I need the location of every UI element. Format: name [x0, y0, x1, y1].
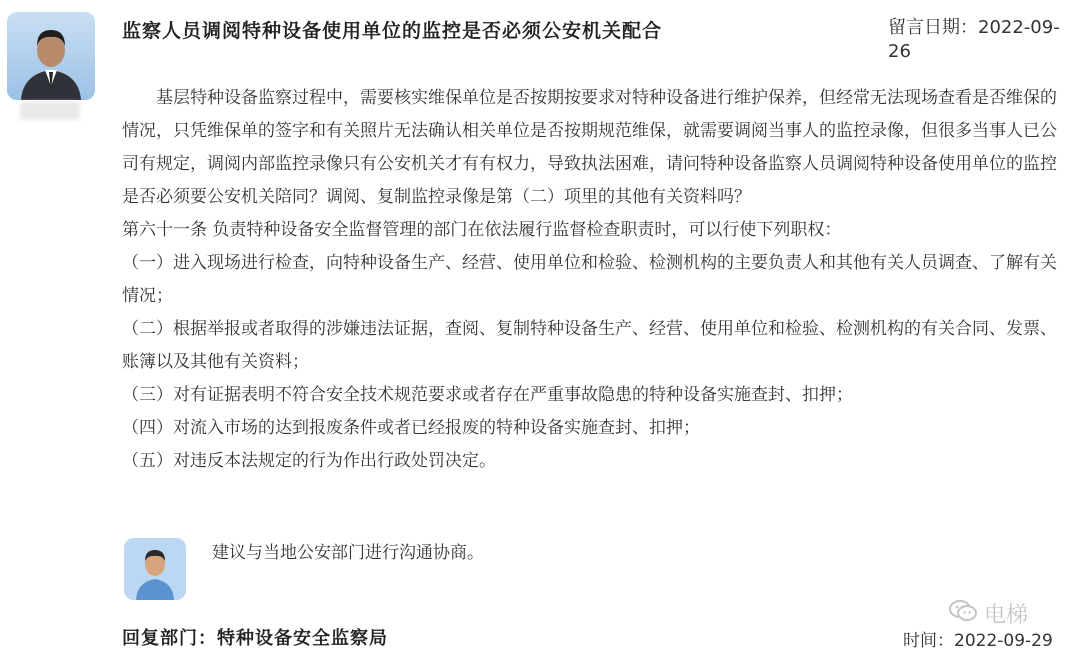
- question-paragraph: （一）进入现场进行检查，向特种设备生产、经营、使用单位和检验、检测机构的主要负责人和其他有关人员调查、了解有关情况；: [122, 253, 1057, 306]
- question-body: [122, 82, 1070, 478]
- reply-text: 建议与当地公安部门进行沟通协商。: [212, 543, 484, 563]
- asker-name-blurred: [20, 102, 80, 120]
- watermark-text: 电梯: [984, 603, 1029, 628]
- question-paragraph: （三）对有证据表明不符合安全技术规范要求或者存在严重事故隐患的特种设备实施查封、扣押；: [122, 385, 853, 405]
- question-paragraph: （四）对流入市场的达到报废条件或者已经报废的特种设备实施查封、扣押；: [122, 418, 700, 438]
- question-paragraph: 第六十一条 负责特种设备安全监督管理的部门在依法履行监督检查职责时，可以行使下列职权：: [122, 220, 842, 240]
- reply-department: 回复部门：特种设备安全监察局: [122, 628, 388, 649]
- watermark: [948, 598, 1028, 629]
- reply-avatar: [124, 538, 186, 600]
- reply-time: 时间：2022-09-29: [903, 631, 1053, 651]
- post-date: 留言日期：2022-09-26: [888, 17, 1060, 62]
- question-title: 监察人员调阅特种设备使用单位的监控是否必须公安机关配合: [122, 20, 663, 42]
- question-paragraph: （五）对违反本法规定的行为作出行政处罚决定。: [122, 451, 496, 471]
- question-paragraph: 基层特种设备监察过程中，需要核实维保单位是否按期按要求对特种设备进行维护保养，但经常无法现场查看是否维保的情况，只凭维保单的签字和有关照片无法确认相关单位是否按期规范维保，就需要调阅当事人的监控录像，但很多当事人已公司有规定，调阅内部监控录像只有公安机关才有有权力，导致执法困难，请问特种设备监察人员调阅特种设备使用单位的监控是否必须要公安机关陪同？调阅、复制监控录像是第（二）项里的其他有关资料吗？: [122, 88, 1057, 207]
- question-paragraph: （二）根据举报或者取得的涉嫌违法证据，查阅、复制特种设备生产、经营、使用单位和检验、检测机构的有关合同、发票、账簿以及其他有关资料；: [122, 319, 1057, 372]
- asker-avatar: [7, 12, 95, 100]
- wechat-icon: [948, 599, 978, 629]
